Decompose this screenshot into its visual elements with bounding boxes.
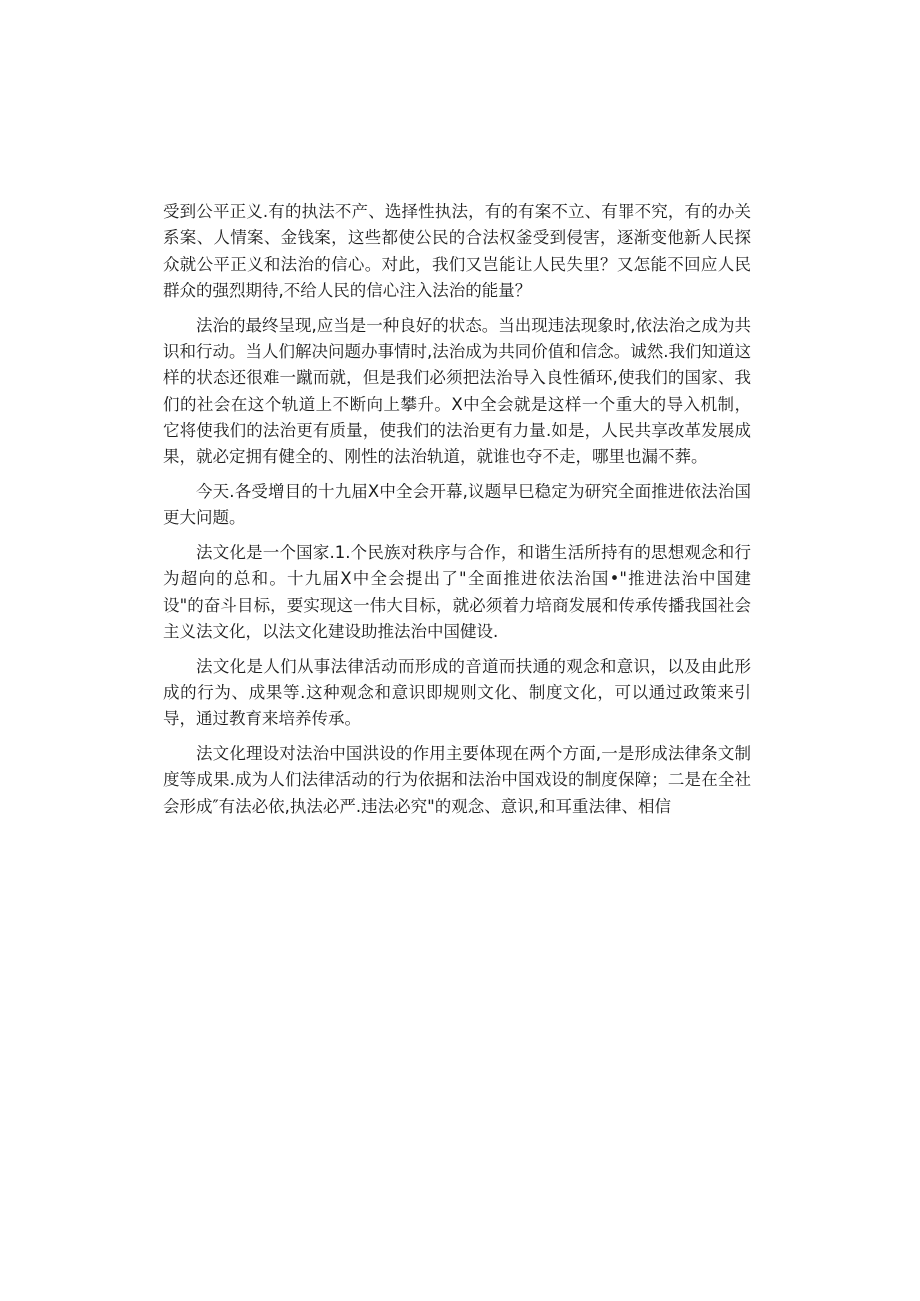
paragraph: 今天.各受增目的十九届X中全会开幕,议题早巳稳定为研究全面推进依法治国更大问题。 [163,481,751,528]
paragraph: 法文化是一个国家.1.个民族对秩序与合作，和谐生活所持有的思想观念和行为超向的总和。十九届X中全会提出了"全面推进依法治国•"推进法治中国建设"的奋斗目标，要实现这一伟大目标，就必须着力培商发展和传承传播我国社会主义法文化，以法文化建设助推法治中国健设. [163,543,751,641]
paragraph: 法文化理设对法治中国洪设的作用主要体现在两个方面,一是形成法律条文制度等成果.成为人们法律活动的行为依据和法治中国戏设的制度保障；二是在全社会形成″有法必依,执法必严.违法必究"的观念、意识,和耳重法律、相信 [163,744,751,816]
paragraph-continued: 受到公平正义.有的执法不产、选择性执法，有的有案不立、有罪不究，有的办关系案、人情案、金钱案，这些都使公民的合法权釜受到侵害，逐渐变他新人民探众就公平正义和法治的信心。对此，我们又岂能让人民失里？又怎能不回应人民群众的强烈期待,不给人民的信心注入法治的能量？ [163,202,751,300]
document-body [163,199,751,829]
paragraph: 法文化是人们从事法律活动而形成的音道而扶通的观念和意识，以及由此形成的行为、成果等.这种观念和意识即规则文化、制度文化，可以通过政策来引导，通过教育来培养传承。 [163,656,751,729]
paragraph: 法治的最终呈现,应当是一种良好的状态。当出现违法现象时,依法治之成为共识和行动。当人们解决问题办事情时,法治成为共同价值和信念。诚然.我们知道这样的状态还很难一蹴而就，但是我们必须把法治导入良性循环,使我们的国家、我们的社会在这个轨道上不断向上攀升。X中全会就是这样一个重大的导入机制，它将使我们的法治更有质量，使我们的法治更有力量.如是，人民共享改革发展成果，就必定拥有健全的、刚性的法治轨道，就谁也夺不走，哪里也漏不葬。 [163,315,751,467]
